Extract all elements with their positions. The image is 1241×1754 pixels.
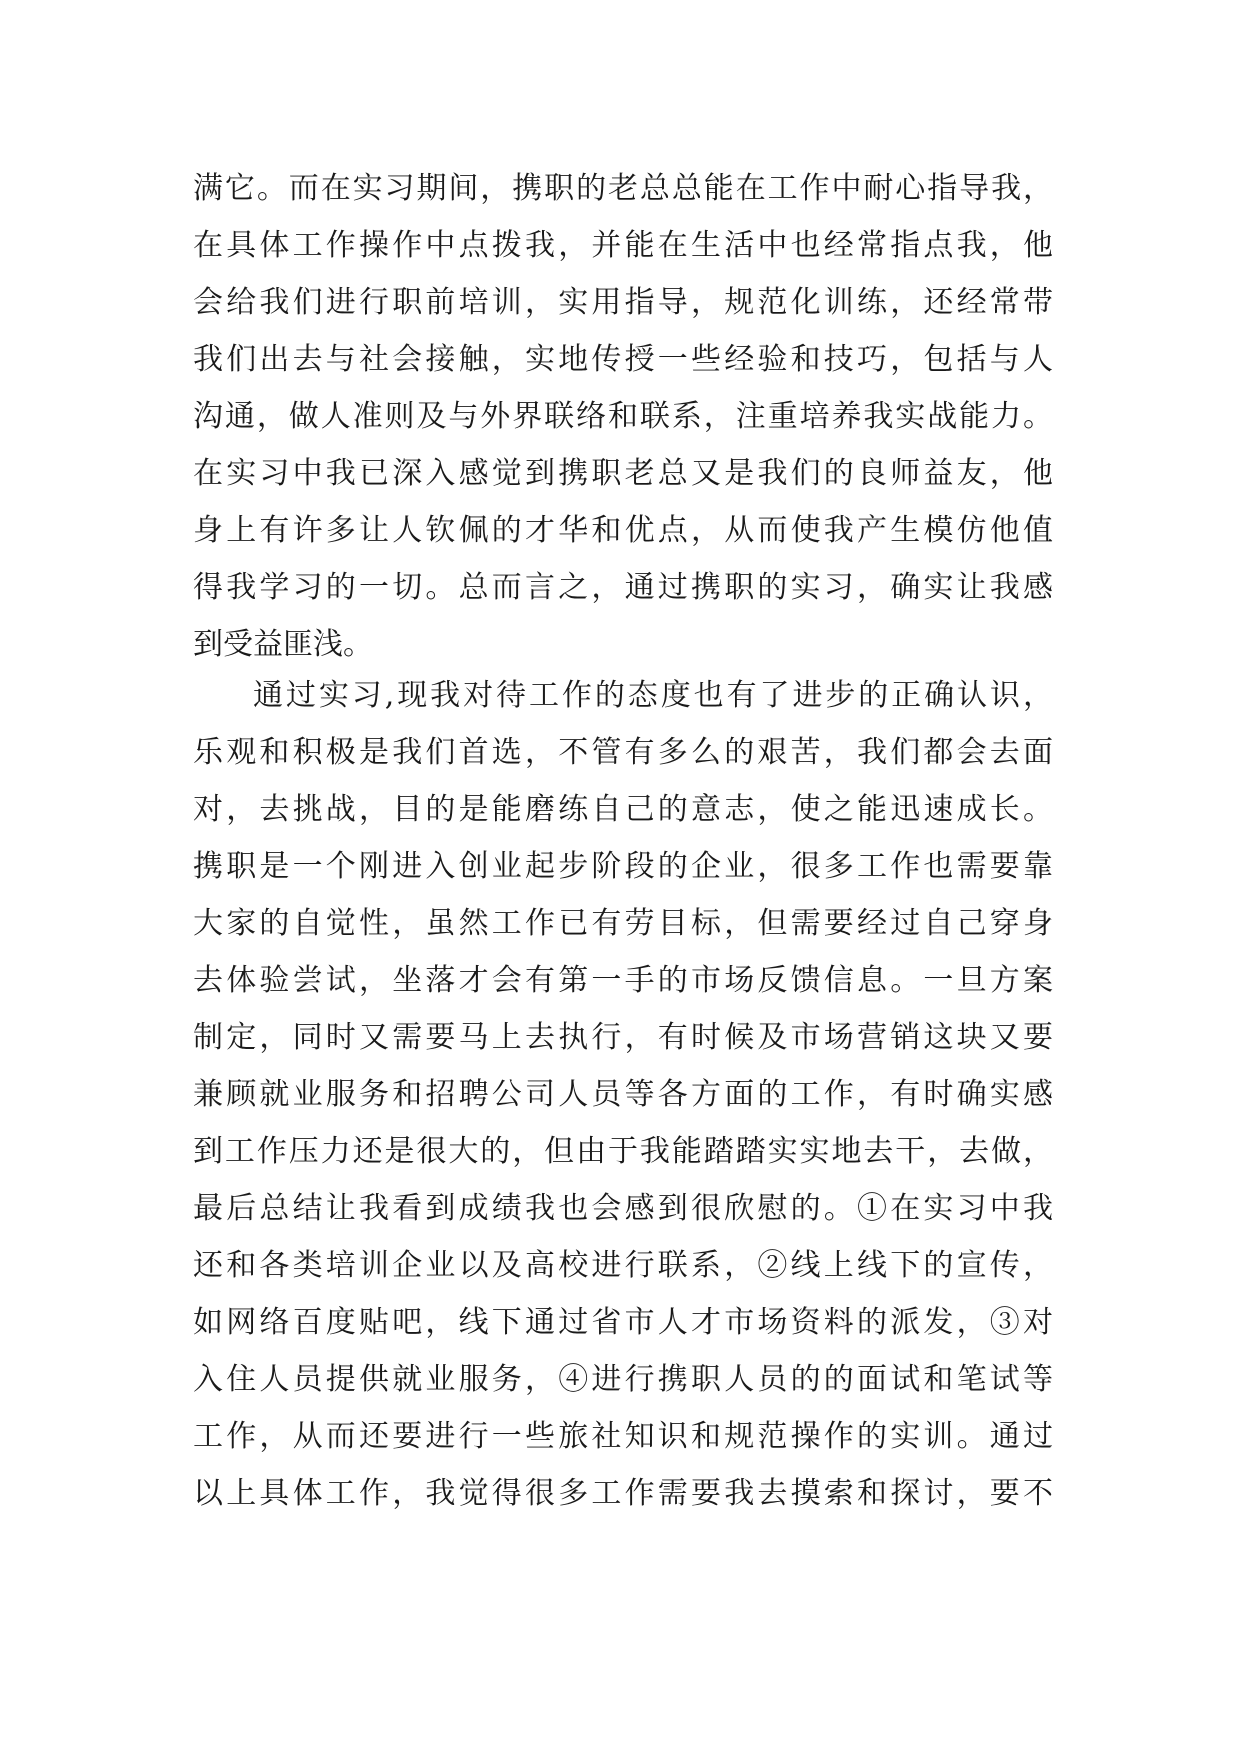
paragraph-line: 如网络百度贴吧，线下通过省市人才市场资料的派发，③对	[193, 1305, 1053, 1340]
paragraph-line: 满它。而在实习期间，携职的老总总能在工作中耐心指导我，	[193, 171, 1053, 206]
paragraph-line: 在实习中我已深入感觉到携职老总又是我们的良师益友，他	[193, 456, 1053, 491]
paragraph-line: 到工作压力还是很大的，但由于我能踏踏实实地去干，去做，	[193, 1134, 1053, 1169]
paragraph-line: 在具体工作操作中点拨我，并能在生活中也经常指点我，他	[193, 228, 1053, 263]
paragraph-line: 大家的自觉性，虽然工作已有劳目标，但需要经过自己穿身	[193, 906, 1053, 941]
paragraph-line: 以上具体工作，我觉得很多工作需要我去摸索和探讨，要不	[193, 1476, 1053, 1511]
paragraph-line: 对，去挑战，目的是能磨练自己的意志，使之能迅速成长。	[193, 792, 1053, 827]
paragraph-1	[193, 160, 1053, 673]
paragraph-line: 兼顾就业服务和招聘公司人员等各方面的工作，有时确实感	[193, 1077, 1053, 1112]
paragraph-line: 入住人员提供就业服务，④进行携职人员的的面试和笔试等	[193, 1362, 1053, 1397]
paragraph-line: 乐观和积极是我们首选，不管有多么的艰苦，我们都会去面	[193, 735, 1053, 770]
paragraph-line: 通过实习,现我对待工作的态度也有了进步的正确认识，	[253, 678, 1053, 713]
paragraph-line: 携职是一个刚进入创业起步阶段的企业，很多工作也需要靠	[193, 849, 1053, 884]
paragraph-line: 工作，从而还要进行一些旅社知识和规范操作的实训。通过	[193, 1419, 1053, 1454]
paragraph-line: 去体验尝试，坐落才会有第一手的市场反馈信息。一旦方案	[193, 963, 1053, 998]
paragraph-line: 沟通，做人准则及与外界联络和联系，注重培养我实战能力。	[193, 399, 1053, 434]
paragraph-line: 最后总结让我看到成绩我也会感到很欣慰的。①在实习中我	[193, 1191, 1053, 1226]
paragraph-line: 我们出去与社会接触，实地传授一些经验和技巧，包括与人	[193, 342, 1053, 377]
paragraph-line: 还和各类培训企业以及高校进行联系，②线上线下的宣传，	[193, 1248, 1053, 1283]
paragraph-line: 得我学习的一切。总而言之，通过携职的实习，确实让我感	[193, 570, 1053, 605]
paragraph-line: 制定，同时又需要马上去执行，有时候及市场营销这块又要	[193, 1020, 1053, 1055]
paragraph-line: 会给我们进行职前培训，实用指导，规范化训练，还经常带	[193, 285, 1053, 320]
paragraph-line: 身上有许多让人钦佩的才华和优点，从而使我产生模仿他值	[193, 513, 1053, 548]
paragraph-2	[193, 667, 1053, 1522]
paragraph-line: 到受益匪浅。	[193, 627, 373, 662]
